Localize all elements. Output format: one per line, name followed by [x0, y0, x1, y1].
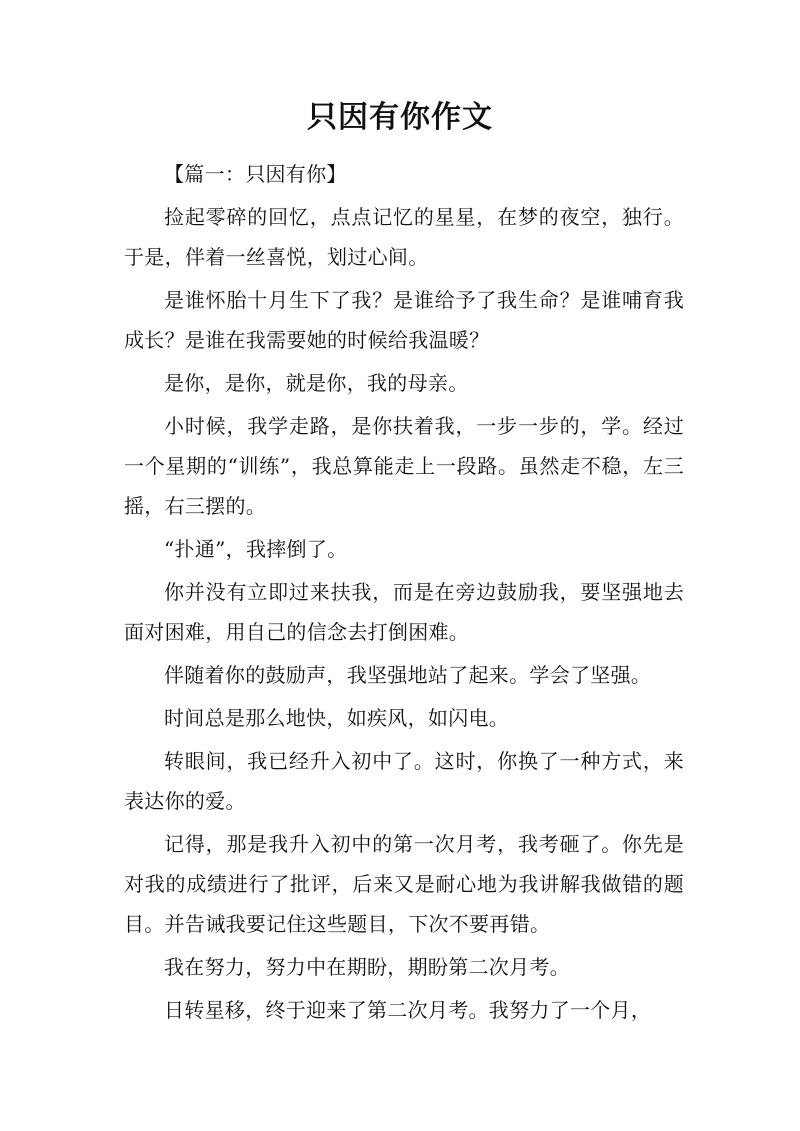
paragraph: 转眼间，我已经升入初中了。这时，你换了一种方式，来表达你的爱。: [124, 749, 684, 813]
paragraph: “扑通”，我摔倒了。: [164, 537, 348, 561]
paragraph: 捡起零碎的回忆，点点记忆的星星，在梦的夜空，独行。于是，伴着一丝喜悦，划过心间。: [124, 205, 684, 269]
paragraph: 我在努力，努力中在期盼，期盼第二次月考。: [164, 955, 570, 979]
document-body: [124, 154, 684, 1033]
paragraph: 伴随着你的鼓励声，我坚强地站了起来。学会了坚强。: [164, 663, 652, 687]
paragraph: 小时候，我学走路，是你扶着我，一步一步的，学。经过一个星期的“训练”，我总算能走上一段路。虽然走不稳，左三摇，右三摆的。: [124, 414, 684, 518]
document-title: 只因有你作文: [307, 100, 493, 135]
section-heading: 【篇一：只因有你】: [164, 162, 347, 186]
paragraph: 记得，那是我升入初中的第一次月考，我考砸了。你先是对我的成绩进行了批评，后来又是耐心地为我讲解我做错的题目。并告诫我要记住这些题目，下次不要再错。: [124, 832, 684, 936]
paragraph: 日转星移，终于迎来了第二次月考。我努力了一个月，: [164, 998, 652, 1022]
paragraph: 是谁怀胎十月生下了我？是谁给予了我生命？是谁哺育我成长？是谁在我需要她的时候给我温暖？: [124, 288, 684, 352]
paragraph: 时间总是那么地快，如疾风，如闪电。: [164, 706, 510, 730]
paragraph: 是你，是你，就是你，我的母亲。: [164, 371, 469, 395]
paragraph: 你并没有立即过来扶我，而是在旁边鼓励我，要坚强地去面对困难，用自己的信念去打倒困难。: [124, 580, 684, 644]
